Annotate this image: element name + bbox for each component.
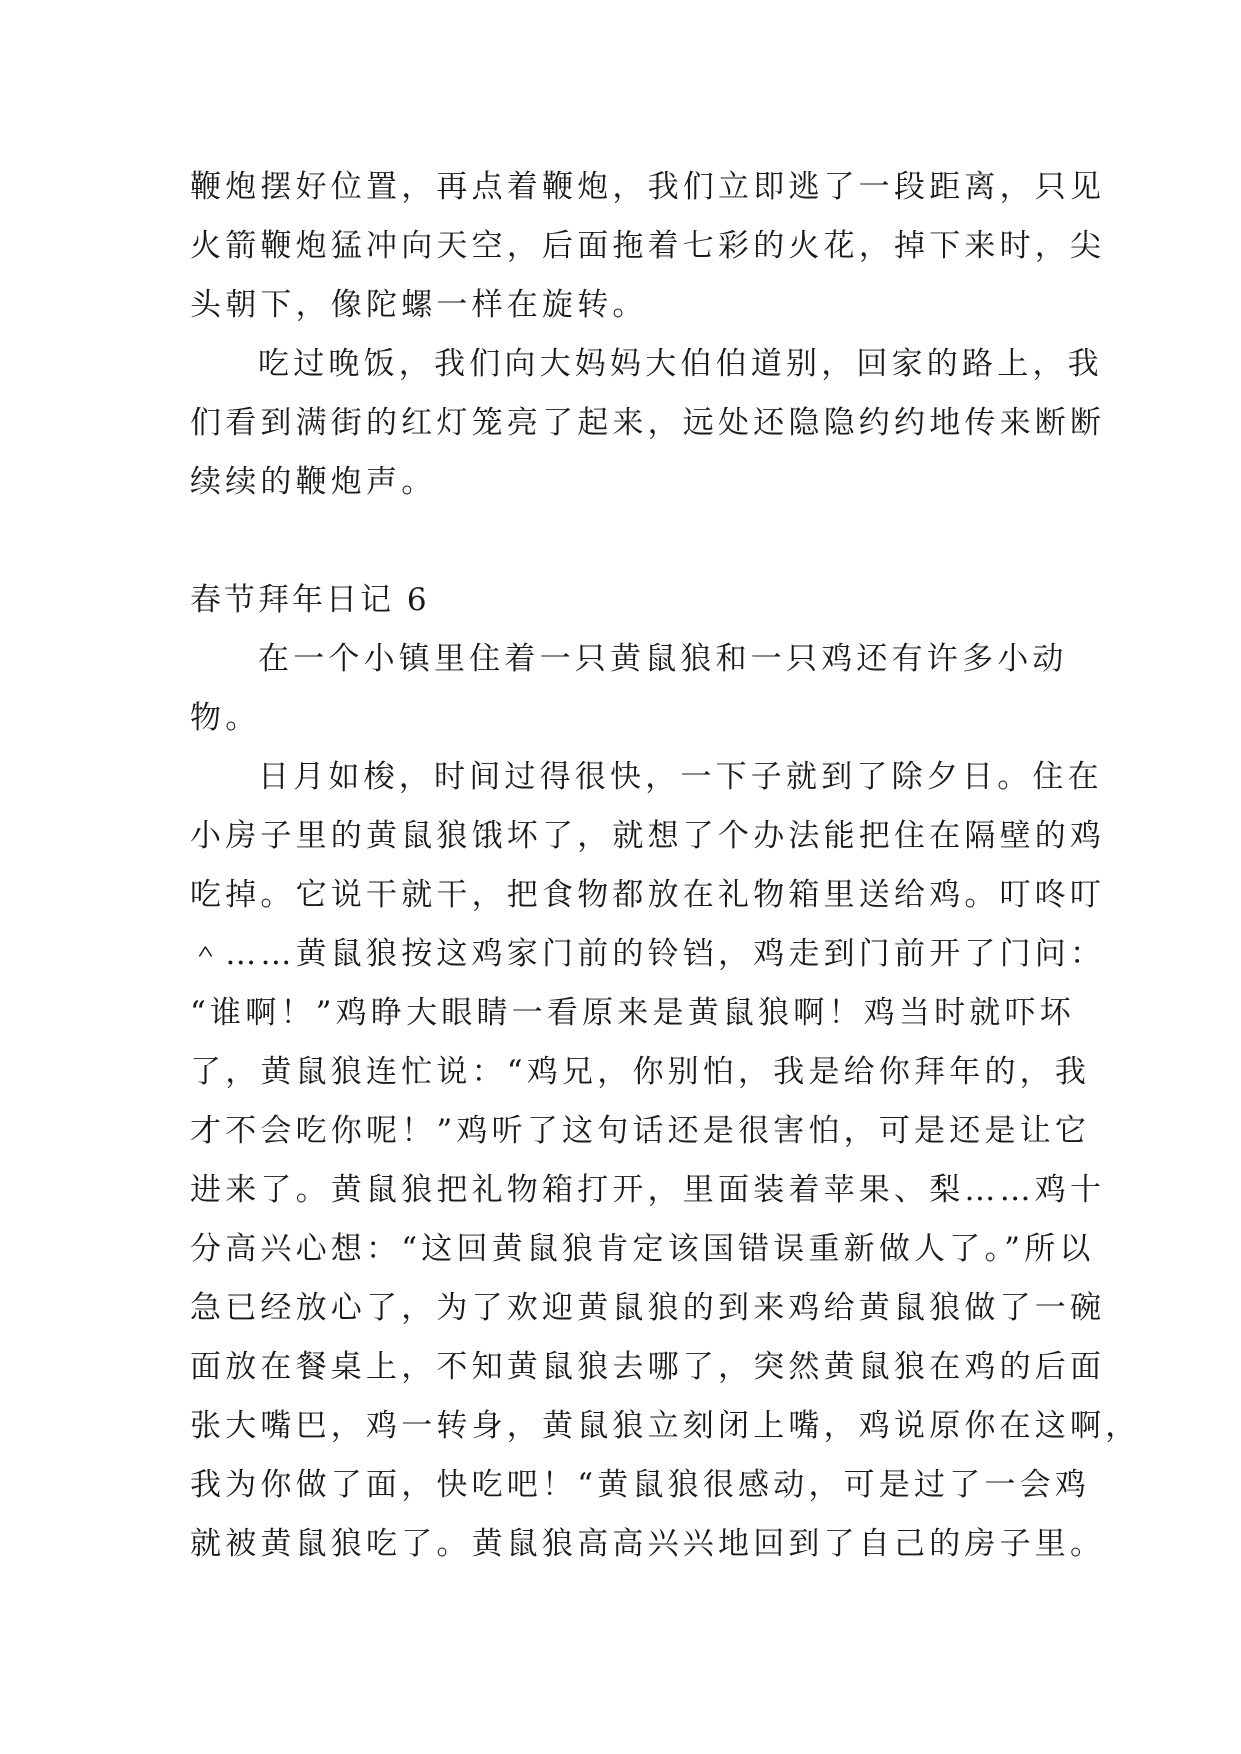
text-line: 就被黄鼠狼吃了。黄鼠狼高高兴兴地回到了自己的房子里。 xyxy=(190,1526,1106,1562)
document-body xyxy=(190,158,1141,1574)
text-line: 了，黄鼠狼连忙说：“鸡兄，你别怕，我是给你拜年的，我 xyxy=(190,1054,1091,1090)
text-line: 物。 xyxy=(190,700,261,736)
paragraph-story-main xyxy=(190,748,1141,1574)
text-line: 小房子里的黄鼠狼饿坏了，就想了个办法能把住在隔壁的鸡 xyxy=(190,818,1106,854)
text-line: 火箭鞭炮猛冲向天空，后面拖着七彩的火花，掉下来时，尖 xyxy=(190,228,1106,264)
text-line: 日月如梭，时间过得很快，一下子就到了除夕日。住在 xyxy=(258,759,1103,795)
text-line: 吃过晚饭，我们向大妈妈大伯伯道别，回家的路上，我 xyxy=(258,346,1103,382)
section-heading: 春节拜年日记 6 xyxy=(190,582,430,618)
text-line: 在一个小镇里住着一只黄鼠狼和一只鸡还有许多小动 xyxy=(258,641,1068,677)
paragraph-going-home xyxy=(190,335,1106,512)
text-line: 们看到满街的红灯笼亮了起来，远处还隐隐约约地传来断断 xyxy=(190,405,1106,441)
text-line: 急已经放心了，为了欢迎黄鼠狼的到来鸡给黄鼠狼做了一碗 xyxy=(190,1290,1106,1326)
text-line: 续续的鞭炮声。 xyxy=(190,464,437,500)
text-line: 张大嘴巴，鸡一转身，黄鼠狼立刻闭上嘴，鸡说原你在这啊， xyxy=(190,1408,1141,1444)
section-spacer xyxy=(190,512,1070,571)
text-line: 面放在餐桌上，不知黄鼠狼去哪了，突然黄鼠狼在鸡的后面 xyxy=(190,1349,1106,1385)
text-line: 才不会吃你呢！”鸡听了这句话还是很害怕，可是还是让它 xyxy=(190,1113,1091,1149)
text-line: 头朝下，像陀螺一样在旋转。 xyxy=(190,287,648,323)
paragraph-story-intro xyxy=(190,630,1070,748)
text-line: “谁啊！”鸡睁大眼睛一看原来是黄鼠狼啊！鸡当时就吓坏 xyxy=(190,995,1075,1031)
text-line: 鞭炮摆好位置，再点着鞭炮，我们立即逃了一段距离，只见 xyxy=(190,169,1106,205)
text-line: ＾……黄鼠狼按这鸡家门前的铃铛，鸡走到门前开了门问： xyxy=(190,936,1106,972)
text-line: 分高兴心想：“这回黄鼠狼肯定该国错误重新做人了。”所以 xyxy=(190,1231,1095,1267)
paragraph-firecracker-launch xyxy=(190,158,1106,335)
text-line: 吃掉。它说干就干，把食物都放在礼物箱里送给鸡。叮咚叮 xyxy=(190,877,1106,913)
text-line: 我为你做了面，快吃吧！“黄鼠狼很感动，可是过了一会鸡 xyxy=(190,1467,1091,1503)
text-line: 进来了。黄鼠狼把礼物箱打开，里面装着苹果、梨……鸡十 xyxy=(190,1172,1106,1208)
